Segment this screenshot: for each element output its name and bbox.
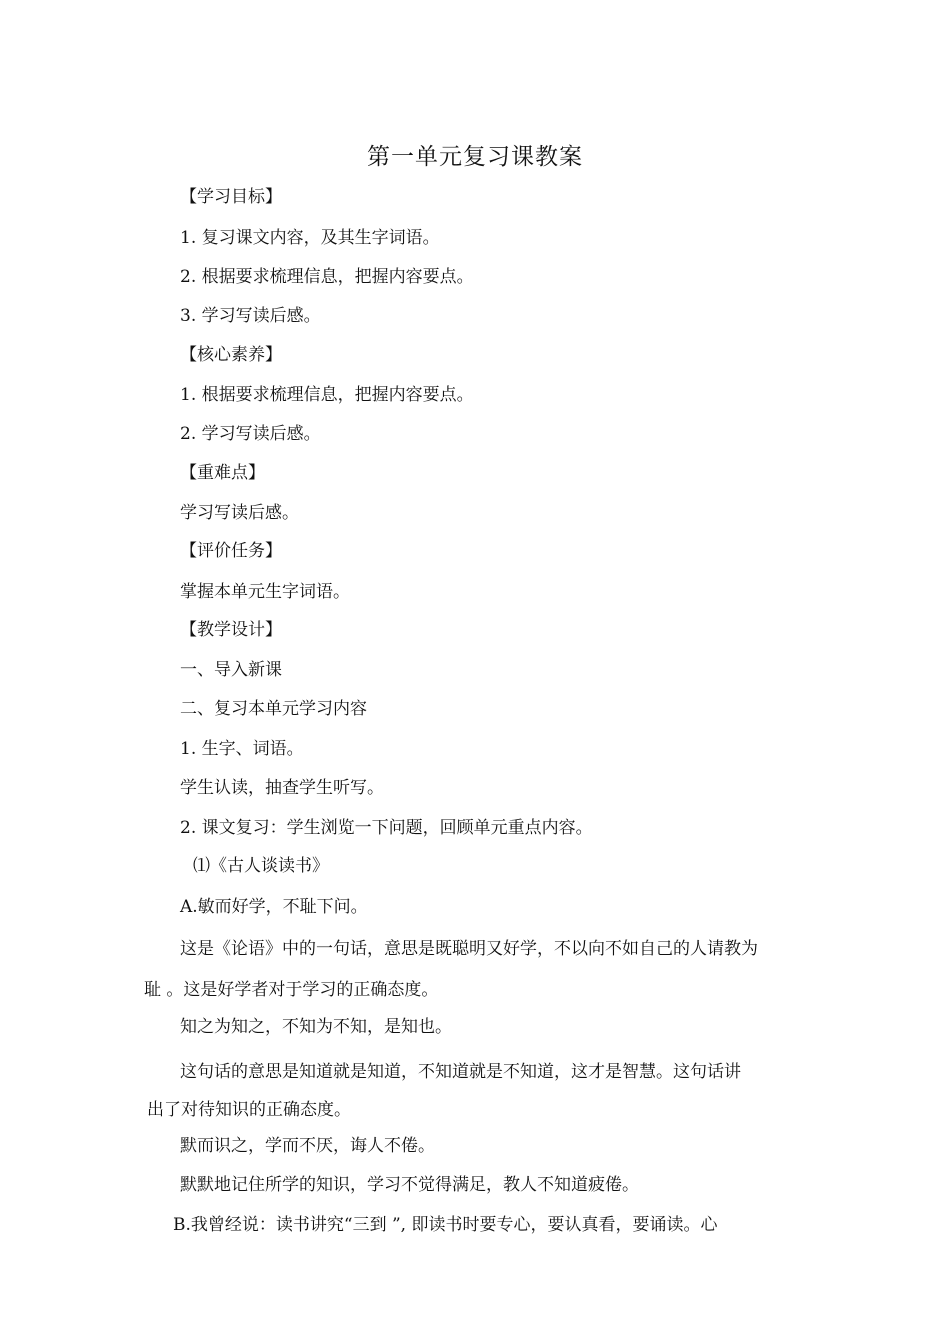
explanation-knowing-1: 这句话的意思是知道就是知道，不知道就是不知道，这才是智慧。这句话讲 (180, 1062, 741, 1082)
quote-b: B.我曾经说：读书讲究“三到 ”, 即读书时要专心，要认真看，要诵读。心 (173, 1215, 718, 1235)
goal-item-3: 3. 学习写读后感。 (180, 306, 321, 326)
review-item-2: 2. 课文复习：学生浏览一下问题，回顾单元重点内容。 (180, 818, 593, 838)
review-item-1: 1. 生字、词语。 (180, 739, 304, 759)
section-heading-key-points: 【重难点】 (180, 463, 265, 483)
design-step-2: 二、复习本单元学习内容 (180, 699, 367, 719)
quote-silent-learning: 默而识之，学而不厌，诲人不倦。 (180, 1136, 435, 1156)
section-heading-learning-goals: 【学习目标】 (180, 187, 282, 207)
literacy-item-1: 1. 根据要求梳理信息，把握内容要点。 (180, 385, 474, 405)
design-step-1: 一、导入新课 (180, 660, 282, 680)
quote-knowing: 知之为知之，不知为不知，是知也。 (180, 1017, 452, 1037)
section-heading-evaluation: 【评价任务】 (180, 541, 282, 561)
quote-a: A.敏而好学，不耻下问。 (180, 897, 368, 917)
page-title: 第一单元复习课教案 (367, 144, 583, 170)
explanation-knowing-2: 出了对待知识的正确态度。 (147, 1100, 351, 1120)
section-heading-teaching-design: 【教学设计】 (180, 620, 282, 640)
key-point-text: 学习写读后感。 (180, 503, 299, 523)
explanation-silent-learning: 默默地记住所学的知识，学习不觉得满足，教人不知道疲倦。 (180, 1175, 639, 1195)
literacy-item-2: 2. 学习写读后感。 (180, 424, 321, 444)
lesson-title-ancient-reading: ⑴《古人谈读书》 (193, 856, 329, 876)
evaluation-text: 掌握本单元生字词语。 (180, 582, 350, 602)
goal-item-1: 1. 复习课文内容，及其生字词语。 (180, 228, 440, 248)
section-heading-core-literacy: 【核心素养】 (180, 345, 282, 365)
review-item-1-text: 学生认读，抽查学生听写。 (180, 778, 384, 798)
goal-item-2: 2. 根据要求梳理信息，把握内容要点。 (180, 267, 474, 287)
explanation-line-1: 这是《论语》中的一句话，意思是既聪明又好学，不以向不如自己的人请教为 (180, 939, 758, 959)
explanation-line-2: 耻 。这是好学者对于学习的正确态度。 (144, 980, 439, 1000)
